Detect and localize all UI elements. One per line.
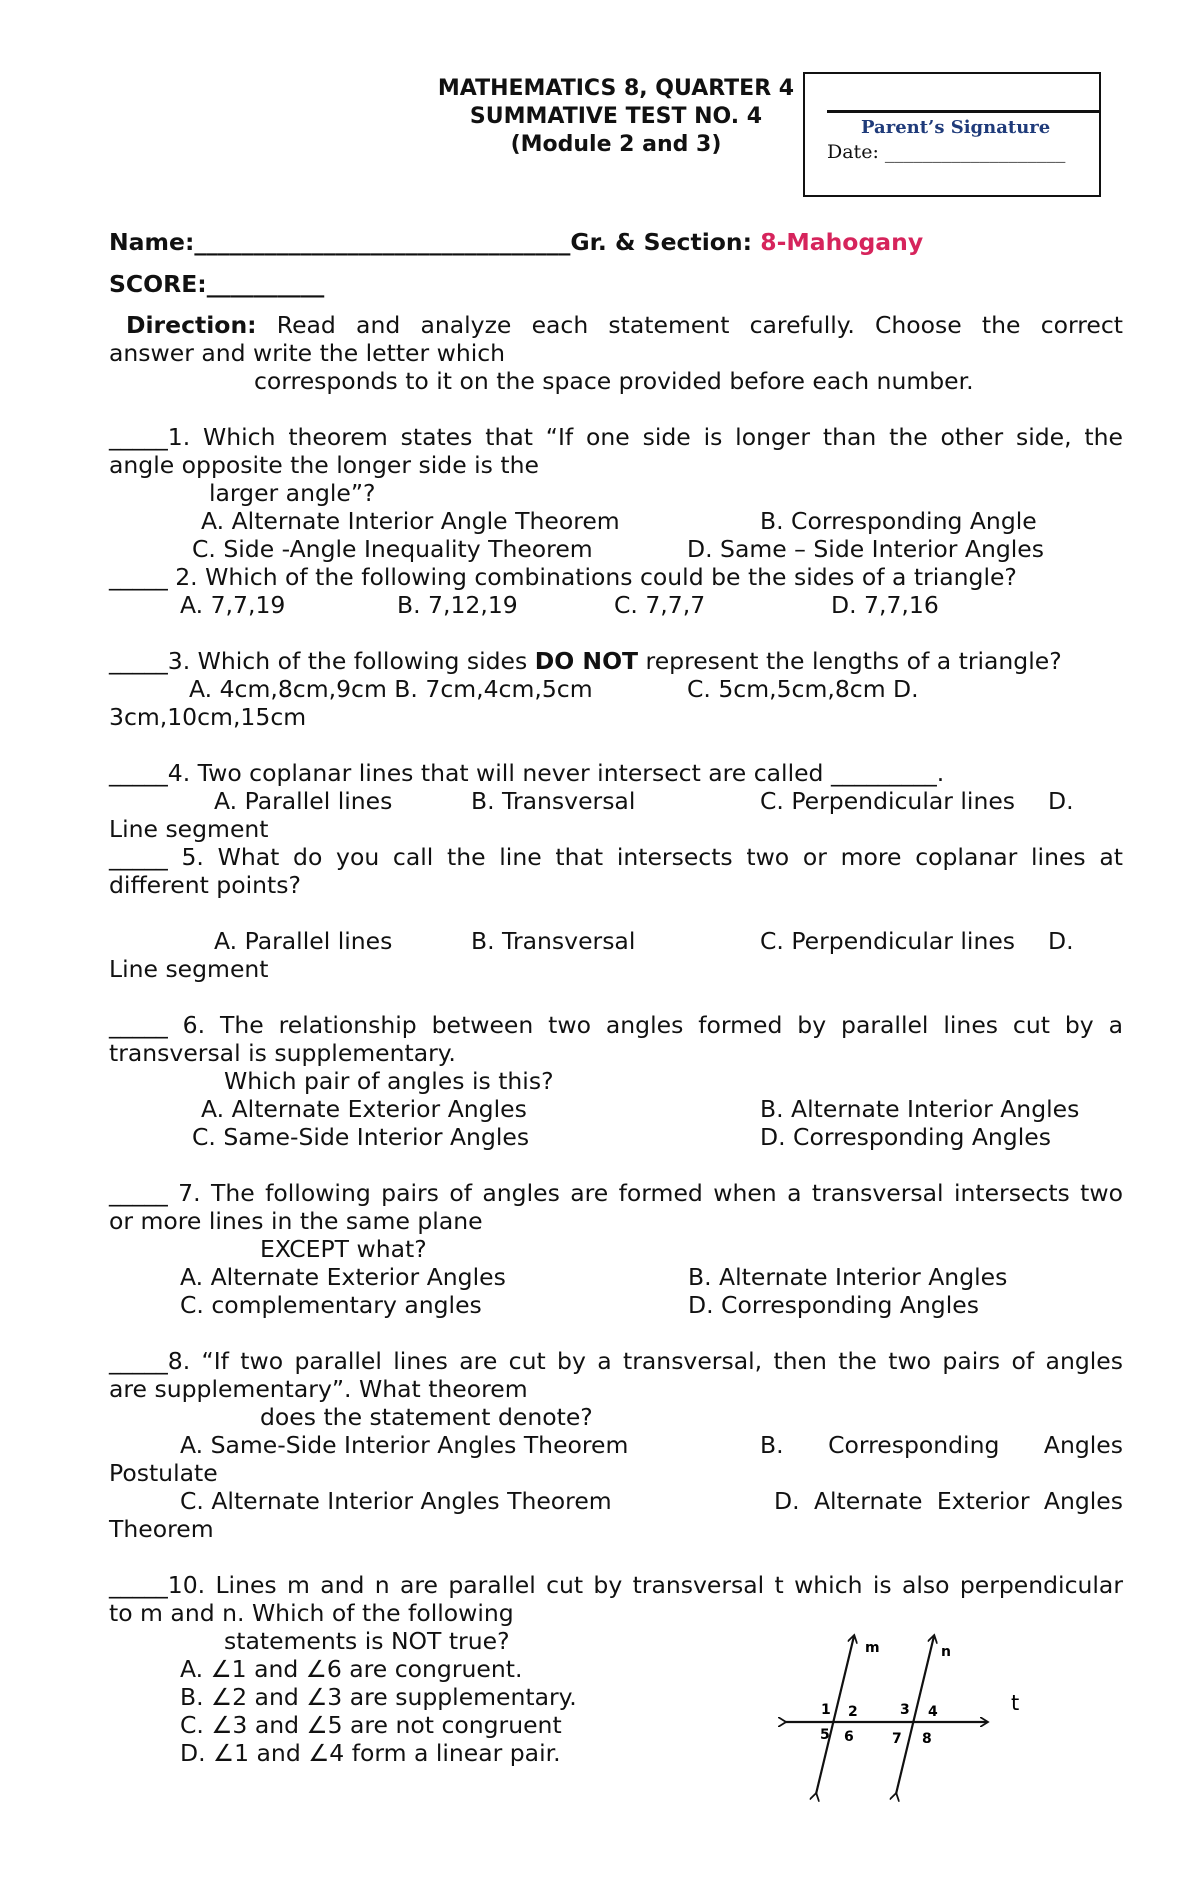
score-field[interactable]: SCORE:__________ (109, 270, 325, 298)
question-8-choice-b-text: Postulate (109, 1459, 218, 1487)
section-label: Gr. & Section: (570, 228, 761, 256)
label-m: m (865, 1640, 880, 1656)
test-title-number: SUMMATIVE TEST NO. 4 (469, 104, 763, 129)
signature-line (827, 110, 1099, 113)
question-3-stem (109, 647, 1062, 675)
question-10-stem-2: to m and n. Which of the following (109, 1599, 514, 1627)
question-1-stem-2: angle opposite the longer side is the (109, 451, 539, 479)
question-1-choice-d: D. Same – Side Interior Angles (687, 535, 1044, 563)
question-1-stem: _____1. Which theorem states that “If one side is longer than the other side, the (109, 423, 1123, 451)
question-8-choice-d-text: Theorem (109, 1515, 214, 1543)
angle-label-6: 6 (844, 1729, 854, 1745)
date-label: Date: ___________________ (827, 141, 1066, 163)
test-title-modules: (Module 2 and 3) (510, 132, 722, 157)
question-6-stem-3: Which pair of angles is this? (224, 1067, 554, 1095)
label-n: n (941, 1644, 951, 1660)
question-8-choice-a: A. Same-Side Interior Angles Theorem (180, 1431, 629, 1459)
angle-label-5: 5 (820, 1727, 830, 1743)
question-3-choices-ab: A. 4cm,8cm,9cm B. 7cm,4cm,5cm (189, 675, 593, 703)
question-4-choice-d-text: Line segment (109, 815, 269, 843)
question-10-stem: _____10. Lines m and n are parallel cut by transversal t which is also perpendicular (109, 1571, 1123, 1599)
direction-line-1 (109, 311, 1123, 339)
name-label: Name:________________________________ (109, 228, 571, 256)
question-6-choice-d: D. Corresponding Angles (760, 1123, 1051, 1151)
question-8-choice-b: B. Corresponding Angles (760, 1431, 1123, 1459)
question-2-choice-c: C. 7,7,7 (614, 591, 706, 619)
parent-signature-label: Parent’s Signature (861, 117, 1051, 138)
question-3-choice-d-value: 3cm,10cm,15cm (109, 703, 307, 731)
question-3-stem-pre: _____3. Which of the following sides (109, 647, 535, 675)
direction-line-2: answer and write the letter which (109, 339, 506, 367)
question-8-choice-d: D. Alternate Exterior Angles (774, 1487, 1123, 1515)
question-1-choice-c: C. Side -Angle Inequality Theorem (192, 535, 593, 563)
question-10-choice-d: D. ∠1 and ∠4 form a linear pair. (180, 1739, 561, 1767)
question-1-choice-b: B. Corresponding Angle (760, 507, 1037, 535)
question-5-choice-a: A. Parallel lines (214, 927, 393, 955)
question-8-stem-2: are supplementary”. What theorem (109, 1375, 528, 1403)
direction-label: Direction: (126, 311, 257, 339)
test-title-subject: MATHEMATICS 8, QUARTER 4 (437, 76, 795, 101)
direction-text: Read and analyze each statement carefully. Choose the correct (276, 311, 1123, 339)
angle-label-2: 2 (848, 1704, 858, 1720)
question-10-stem-3: statements is NOT true? (224, 1627, 510, 1655)
angle-label-1: 1 (821, 1702, 831, 1718)
section-value: 8-Mahogany (760, 228, 924, 256)
question-10-choice-b: B. ∠2 and ∠3 are supplementary. (180, 1683, 577, 1711)
angle-label-3: 3 (900, 1702, 910, 1718)
question-2-choice-d: D. 7,7,16 (831, 591, 939, 619)
question-2-choice-b: B. 7,12,19 (397, 591, 518, 619)
question-6-stem: _____ 6. The relationship between two angles formed by parallel lines cut by a (109, 1011, 1123, 1039)
question-7-choice-b: B. Alternate Interior Angles (688, 1263, 1008, 1291)
question-10-choice-c: C. ∠3 and ∠5 are not congruent (180, 1711, 562, 1739)
question-2-stem: _____ 2. Which of the following combinations could be the sides of a triangle? (109, 563, 1017, 591)
question-7-stem-3: EXCEPT what? (260, 1235, 427, 1263)
question-7-stem-2: or more lines in the same plane (109, 1207, 483, 1235)
question-3-emphasis: DO NOT (534, 647, 639, 675)
question-4-choice-b: B. Transversal (471, 787, 636, 815)
direction-line-3: corresponds to it on the space provided before each number. (254, 367, 974, 395)
question-1-stem-3: larger angle”? (209, 479, 376, 507)
question-2-choice-a: A. 7,7,19 (180, 591, 286, 619)
question-6-choice-a: A. Alternate Exterior Angles (201, 1095, 527, 1123)
question-5-choice-d: D. (1048, 927, 1074, 955)
question-5-choice-b: B. Transversal (471, 927, 636, 955)
question-8-stem: _____8. “If two parallel lines are cut by a transversal, then the two pairs of angles (109, 1347, 1123, 1375)
question-4-stem: _____4. Two coplanar lines that will never intersect are called _________. (109, 759, 945, 787)
question-3-choices-cd: C. 5cm,5cm,8cm D. (687, 675, 919, 703)
parallel-lines-figure (775, 1622, 1035, 1802)
question-6-stem-2: transversal is supplementary. (109, 1039, 456, 1067)
angle-label-7: 7 (892, 1731, 902, 1747)
question-6-choice-b: B. Alternate Interior Angles (760, 1095, 1080, 1123)
parent-signature-box (803, 72, 1101, 197)
question-5-stem-2: different points? (109, 871, 301, 899)
question-7-choice-a: A. Alternate Exterior Angles (180, 1263, 506, 1291)
question-5-stem: _____ 5. What do you call the line that intersects two or more coplanar lines at (109, 843, 1123, 871)
question-4-choice-a: A. Parallel lines (214, 787, 393, 815)
question-6-choice-c: C. Same-Side Interior Angles (192, 1123, 530, 1151)
question-5-choice-d-text: Line segment (109, 955, 269, 983)
question-8-stem-3: does the statement denote? (260, 1403, 593, 1431)
angle-label-8: 8 (922, 1731, 932, 1747)
name-field[interactable] (109, 228, 923, 256)
question-4-choice-c: C. Perpendicular lines (760, 787, 1016, 815)
question-4-choice-d: D. (1048, 787, 1074, 815)
question-3-stem-post: represent the lengths of a triangle? (638, 647, 1062, 675)
label-t: t (1011, 1691, 1020, 1715)
question-1-choice-a: A. Alternate Interior Angle Theorem (201, 507, 620, 535)
question-7-choice-d: D. Corresponding Angles (688, 1291, 979, 1319)
question-7-choice-c: C. complementary angles (180, 1291, 482, 1319)
question-5-choice-c: C. Perpendicular lines (760, 927, 1016, 955)
angle-label-4: 4 (928, 1704, 938, 1720)
question-10-choice-a: A. ∠1 and ∠6 are congruent. (180, 1655, 523, 1683)
question-8-choice-c: C. Alternate Interior Angles Theorem (180, 1487, 612, 1515)
question-7-stem: _____ 7. The following pairs of angles are formed when a transversal intersects two (109, 1179, 1123, 1207)
